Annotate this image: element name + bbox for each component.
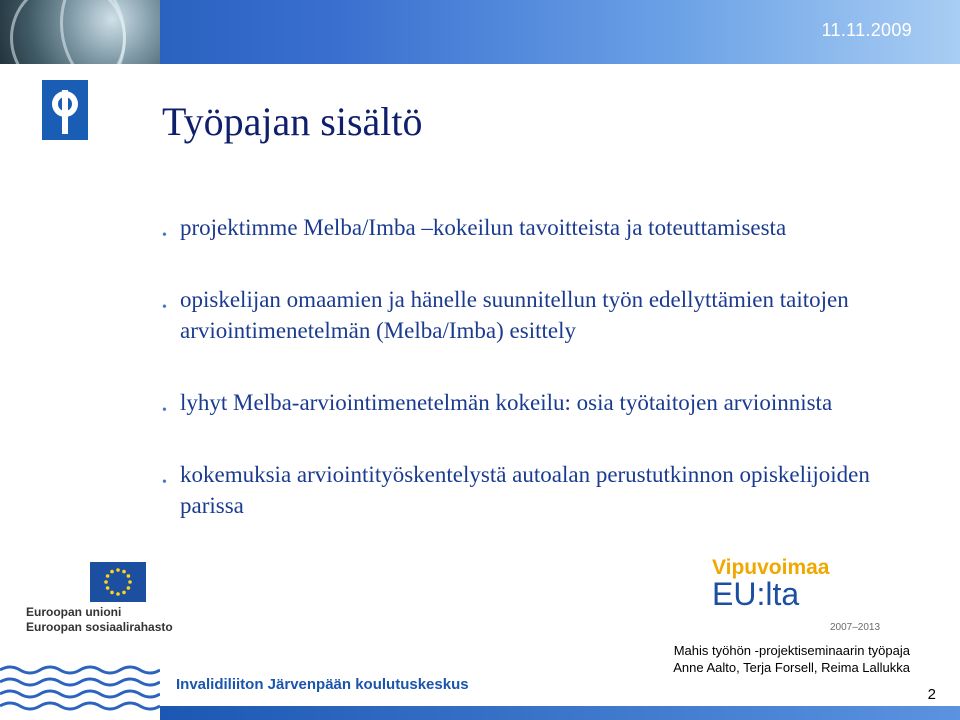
- bullet-text: projektimme Melba/Imba –kokeilun tavoitteista ja toteuttamisesta: [180, 215, 787, 240]
- bullet-item: [162, 284, 882, 346]
- footer-band: [160, 706, 960, 720]
- bullet-icon: •: [162, 475, 167, 490]
- footer-event: Mahis työhön -projektiseminaarin työpaja: [673, 643, 910, 658]
- bullet-text: kokemuksia arviointityöskentelystä autoalan perustutkinnon opiskelijoiden parissa: [180, 462, 870, 518]
- bullet-text: lyhyt Melba-arviointimenetelmän kokeilu: osia työtaitojen arvioinnista: [180, 390, 833, 415]
- page-number: 2: [927, 686, 936, 703]
- bullet-icon: •: [162, 403, 167, 418]
- invalidiliitto-logo-icon: [42, 80, 88, 140]
- wave-decoration-icon: [0, 660, 160, 720]
- vipuvoimaa-line1: Vipuvoimaa: [712, 556, 830, 579]
- bullet-icon: •: [162, 228, 167, 243]
- bullet-item: [162, 387, 882, 418]
- header-photo: [0, 0, 160, 64]
- bullet-text: opiskelijan omaamien ja hänelle suunnitellun työn edellyttämien taitojen arviointimenetelmän (Melba/Imba) esittely: [180, 287, 849, 343]
- footer-authors: Anne Aalto, Terja Forsell, Reima Lallukka: [673, 660, 910, 675]
- eu-logo-line1: Euroopan unioni: [26, 605, 122, 619]
- bullet-item: [162, 459, 882, 521]
- bullet-list: [162, 212, 882, 562]
- bullet-item: [162, 212, 882, 243]
- slide-title: Työpajan sisältö: [162, 99, 423, 144]
- organization-name: Invalidiliiton Järvenpään koulutuskeskus: [176, 676, 469, 693]
- vipuvoimaa-line3: 2007–2013: [830, 622, 881, 633]
- eu-logo-text: [26, 605, 173, 635]
- footer-info: [673, 642, 910, 676]
- vipuvoimaa-line2: EU:lta: [712, 576, 800, 612]
- slide-date: 11.11.2009: [821, 20, 912, 40]
- bullet-icon: •: [162, 300, 167, 315]
- vipuvoimaa-logo: [712, 556, 882, 636]
- eu-logo-line2: Euroopan sosiaalirahasto: [26, 620, 173, 634]
- eu-flag-icon: [90, 562, 146, 602]
